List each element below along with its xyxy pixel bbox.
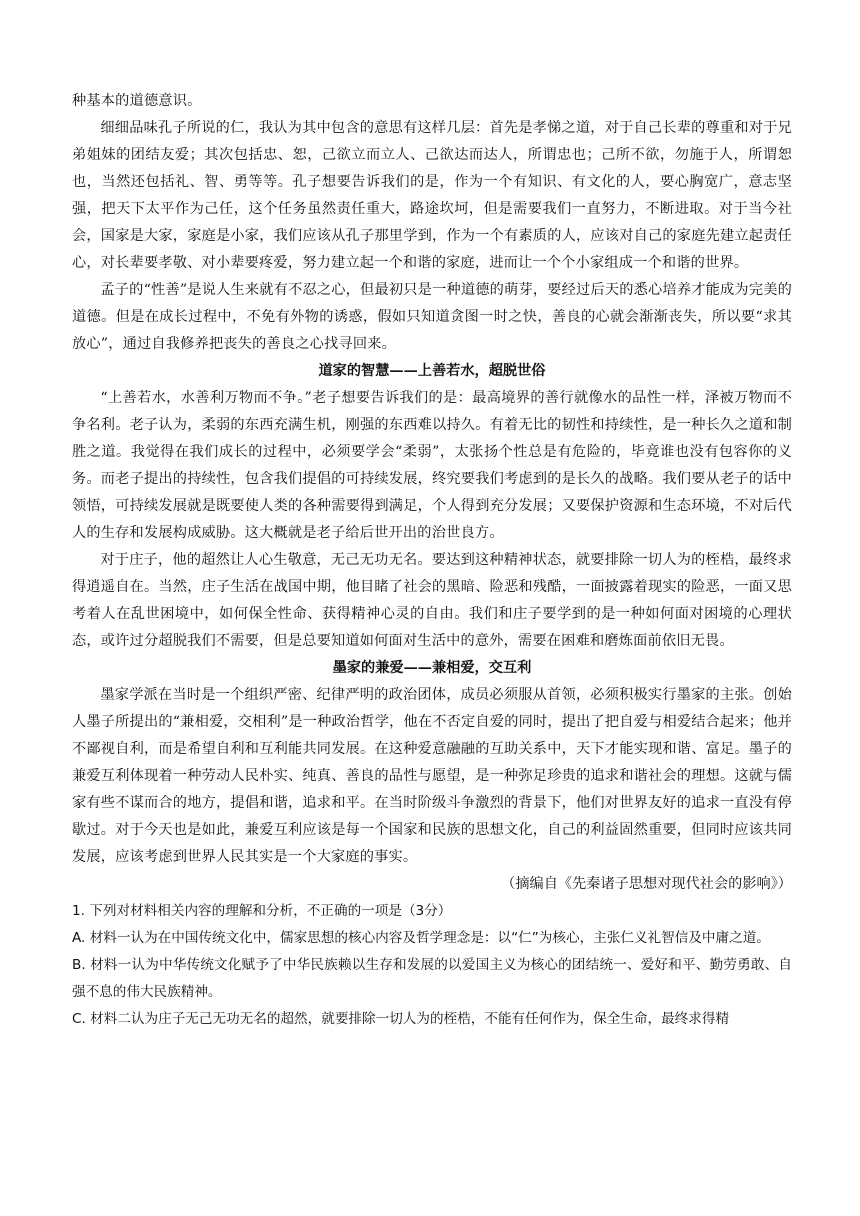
laozi-paragraph: “上善若水，水善利万物而不争。”老子想要告诉我们的是：最高境界的善行就像水的品性一样，泽被万物而不争名利。老子认为，柔弱的东西充满生机，刚强的东西难以持久。有着无比的韧性和持续性，是一种长久之道和制胜之道。我觉得在我们成长的过程中，必须要学会“柔弱”，太张扬个性总是有危险的，毕竟谁也没有包容你的义务。而老子提出的持续性，包含我们提倡的可持续发展，终究要我们考虑到的是长久的战略。我们要从老子的话中领悟，可持续发展就是既要使人类的各种需要得到满足，个人得到充分发展；又要保护资源和生态环境，不对后代人的生存和发展构成威胁。这大概就是老子给后世开出的治世良方。 — [72, 390, 792, 541]
mozi-paragraph: 墨家学派在当时是一个组织严密、纪律严明的政治团体，成员必须服从首领，必须积极实行墨家的主张。创始人墨子所提出的“兼相爱，交相利”是一种政治哲学，他在不否定自爱的同时，提出了把自爱与相爱结合起来；他并不鄙视自利，而是希望自利和互利能共同发展。在这种爱意融融的互助关系中，天下才能实现和谐、富足。墨子的兼爱互利体现着一种劳动人民朴实、纯真、善良的品性与愿望，是一种弥足珍贵的追求和谐社会的理想。这就与儒家有些不谋而合的地方，提倡和谐，追求和平。在当时阶级斗争激烈的背景下，他们对世界友好的追求一直没有停歇过。对于今天也是如此，兼爱互利应该是每一个国家和民族的思想文化，自己的利益固然重要，但同时应该共同发展，应该考虑到世界人民其实是一个大家庭的事实。 — [72, 687, 792, 865]
question-stem: 1. 下列对材料相关内容的理解和分析，不正确的一项是（3分） — [72, 903, 452, 919]
mencius-paragraph: 孟子的“性善”是说人生来就有不忍之心，但最初只是一种道德的萌芽，要经过后天的悉心培养才能成为完美的道德。但是在成长过程中，不免有外物的诱惑，假如只知道贪图一时之快，善良的心就会渐渐丧失，所以要“求其放心”，通过自我修养把丧失的善良之心找寻回来。 — [72, 282, 792, 352]
source-citation: （摘编自《先秦诸子思想对现代社会的影响》） — [501, 876, 792, 892]
mohist-section-heading: 墨家的兼爱——兼相爱，交互利 — [332, 660, 532, 676]
exam-page — [72, 88, 792, 1033]
daoist-section-heading: 道家的智慧——上善若水，超脱世俗 — [318, 363, 546, 379]
intro-tail-text: 种基本的道德意识。 — [72, 93, 202, 109]
option-a[interactable]: A. 材料一认为在中国传统文化中，儒家思想的核心内容及哲学理念是：以“仁”为核心，主张仁义礼智信及中庸之道。 — [72, 930, 770, 946]
option-c[interactable]: C. 材料二认为庄子无己无功无名的超然，就要排除一切人为的桎梏，不能有任何作为，保全生命，最终求得精 — [72, 1011, 730, 1027]
confucius-paragraph: 细细品味孔子所说的仁，我认为其中包含的意思有这样几层：首先是孝悌之道，对于自己长辈的尊重和对于兄弟姐妹的团结友爱；其次包括忠、恕，己欲立而立人、己欲达而达人，所谓忠也；己所不欲，勿施于人，所谓恕也，当然还包括礼、智、勇等等。孔子想要告诉我们的是，作为一个有知识、有文化的人，要心胸宽广，意志坚强，把天下太平作为己任，这个任务虽然责任重大，路途坎坷，但是需要我们一直努力，不断进取。对于当今社会，国家是大家，家庭是小家，我们应该从孔子那里学到，作为一个有素质的人，应该对自己的家庭先建立起责任心，对长辈要孝敬、对小辈要疼爱，努力建立起一个和谐的家庭，进而让一个个小家组成一个和谐的世界。 — [72, 120, 792, 271]
zhuangzi-paragraph: 对于庄子，他的超然让人心生敬意，无己无功无名。要达到这种精神状态，就要排除一切人为的桎梏，最终求得逍遥自在。当然，庄子生活在战国中期，他目睹了社会的黑暗、险恶和残酷，一面披露着现实的险恶，一面又思考着人在乱世困境中，如何保全性命、获得精神心灵的自由。我们和庄子要学到的是一种如何面对困境的心理状态，或许过分超脱我们不需要，但是总要知道如何面对生活中的意外，需要在困难和磨炼面前依旧无畏。 — [72, 552, 792, 649]
option-b[interactable]: B. 材料一认为中华传统文化赋予了中华民族赖以生存和发展的以爱国主义为核心的团结统一、爱好和平、勤劳勇敢、自强不息的伟大民族精神。 — [72, 957, 792, 1000]
